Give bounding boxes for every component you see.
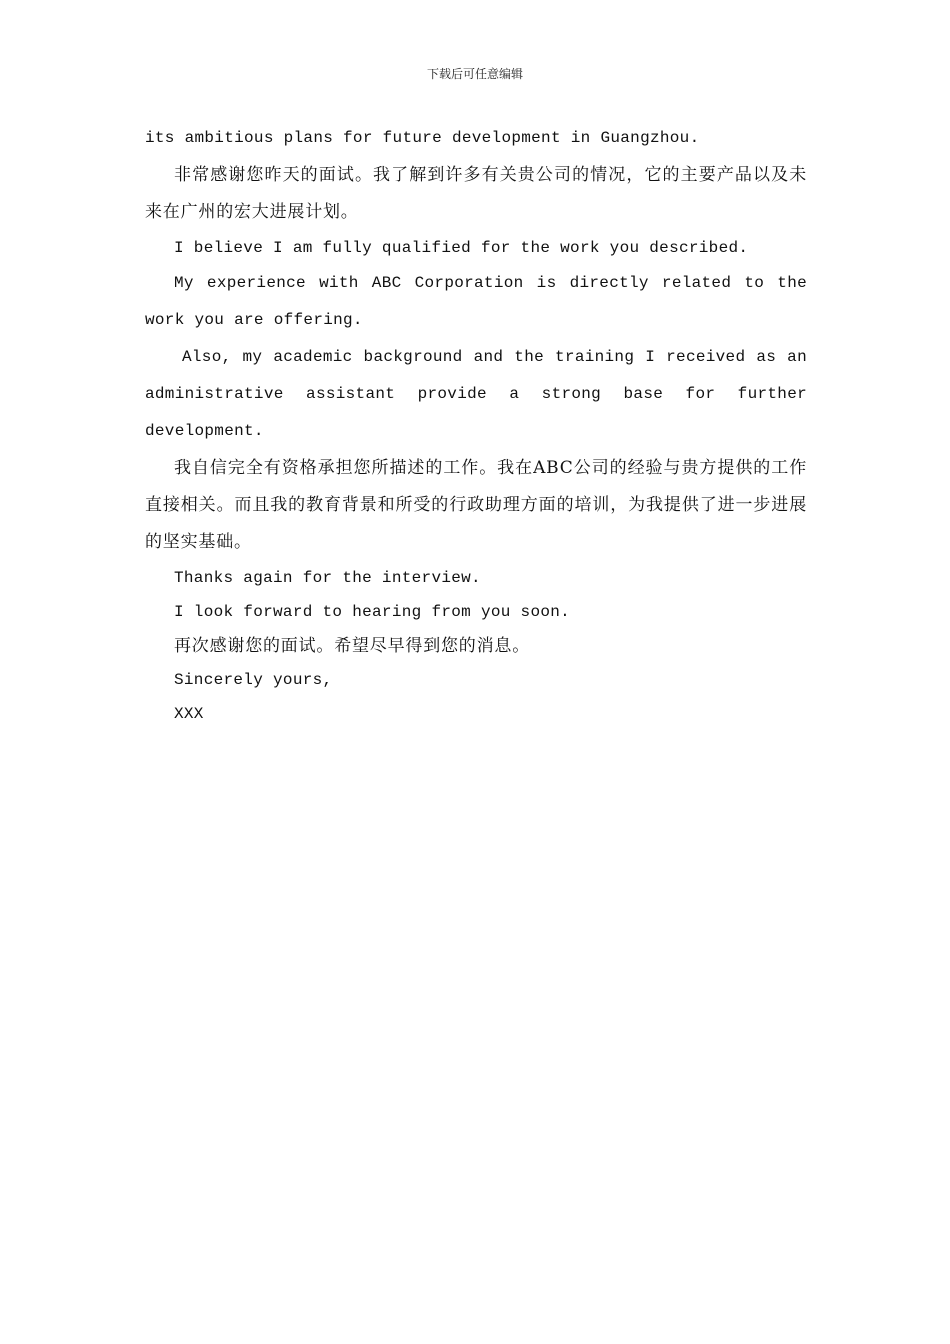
- signature: XXX: [174, 705, 204, 723]
- paragraph-chinese-closing: 再次感谢您的面试。希望尽早得到您的消息。: [174, 636, 530, 656]
- paragraph-chinese-thanks: 非常感谢您昨天的面试。我了解到许多有关贵公司的情况，它的主要产品以及未来在广州的宏大进展计划。: [145, 165, 807, 222]
- paragraph-thanks-again: Thanks again for the interview.: [174, 569, 481, 587]
- page-header-note: 下载后可任意编辑: [426, 67, 523, 81]
- paragraph-chinese-qualified: 我自信完全有资格承担您所描述的工作。我在ABC公司的经验与贵方提供的工作直接相关。而且我的教育背景和所受的行政助理方面的培训，为我提供了进一步进展的坚实基础。: [145, 458, 807, 552]
- paragraph-look-forward: I look forward to hearing from you soon.: [174, 603, 571, 621]
- paragraph-experience: My experience with ABC Corporation is directly related to the work you are offering.: [145, 274, 807, 329]
- paragraph-continuation: its ambitious plans for future development in Guangzhou.: [145, 129, 700, 147]
- paragraph-qualified: I believe I am fully qualified for the work you described.: [174, 239, 749, 257]
- paragraph-background: Also, my academic background and the training I received as an administrative assistant provide a strong base for further development.: [145, 348, 807, 440]
- closing-salutation: Sincerely yours,: [174, 671, 333, 689]
- letter-body: [145, 120, 807, 731]
